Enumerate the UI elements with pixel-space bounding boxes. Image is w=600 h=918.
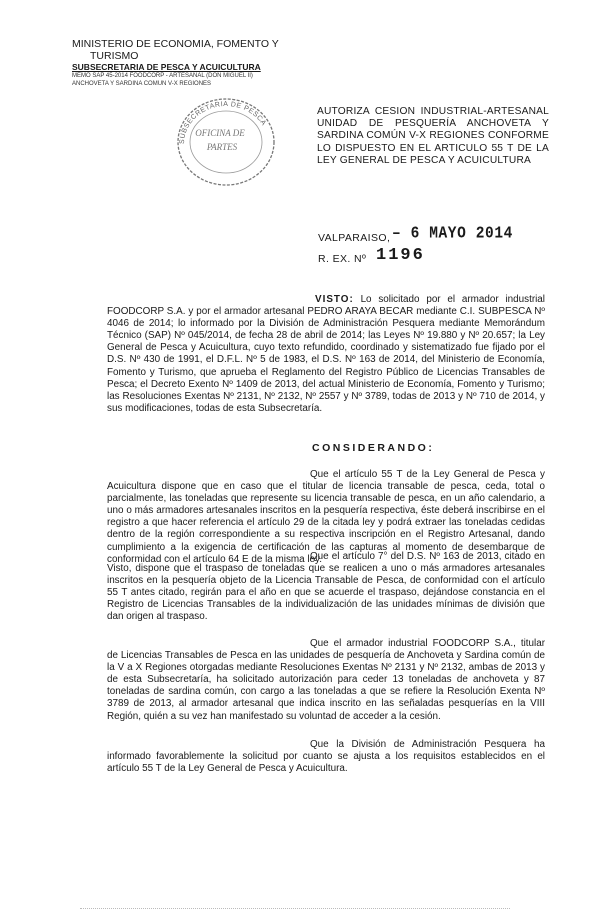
letterhead: [72, 38, 302, 88]
visto-label: VISTO:: [315, 294, 354, 305]
paragraph-text: Que el artículo 55 T de la Ley General de Pesca y Acuicultura dispone que en caso que el titular de licencia transable de pesca, ceda, total o parcialmente, las toneladas que represente su licencia transable de pesca, en un año calendario, a uno o más armadores artesanales inscritos en la pesquería respectiva, éste deberá inscribirse en el registro a que hacer referencia el artículo 29 de la citada ley y podrá extraer las toneladas cedidas dentro de la región correspondiente a su respectiva inscripción en el Registro Artesanal, dando cumplimiento a la exigencia de certificación de las capturas al momento de desembarque de conformidad con el artículo 64 E de la misma ley.: [107, 469, 545, 565]
considerando-paragraph-4: [107, 739, 545, 775]
considerando-paragraph-2: [107, 551, 545, 624]
ministry-name-line2: TURISMO: [90, 50, 139, 62]
visto-paragraph: [107, 294, 545, 415]
fishery-reference: ANCHOVETA Y SARDINA COMUN V-X REGIONES: [72, 81, 212, 87]
place-label: VALPARAISO,: [318, 232, 391, 244]
subsecretaria-name: SUBSECRETARIA DE PESCA Y ACUICULTURA: [72, 62, 261, 72]
ministry-name-line1: MINISTERIO DE ECONOMIA, FOMENTO Y: [72, 38, 279, 50]
stamp-inner-line1: OFICINA DE: [195, 128, 245, 138]
paragraph-text: Que la División de Administración Pesquera ha informado favorablemente la solicitud por cuanto se ajusta a los requisitos establecidos en el artículo 55 T de la Ley General de Pesca y Acuicultura.: [107, 739, 545, 775]
considerando-paragraph-3: [107, 638, 545, 723]
resolution-title: AUTORIZA CESION INDUSTRIAL-ARTESANAL UNIDAD DE PESQUERÍA ANCHOVETA Y SARDINA COMÚN V-X REGIONES CONFORME LO DISPUESTO EN EL ARTICULO 55 T DE LA LEY GENERAL DE PESCA Y ACUICULTURA: [317, 106, 549, 166]
paragraph-text: Que el armador industrial FOODCORP S.A., titular de Licencias Transables de Pesca en las unidades de pesquería de Anchoveta y Sardina común de la V a X Regiones otorgadas mediante Resoluciones Exentas Nº 2131 y Nº 2132, ambas de 2013 y de esta Subsecretaría, ha solicitado autorización para ceder 13 toneladas de anchoveta y 87 toneladas de sardina común, con cargo a las toneladas a que se refiere la Resolución Exenta Nº 3789 de 2013, al armador artesanal que indica inscrito en las señaladas pesquerías en la VIII Región, quién a su vez han manifestado su voluntad de acceder a la cesión.: [107, 638, 545, 722]
paragraph-text: Que el artículo 7° del D.S. Nº 163 de 2013, citado en Visto, dispone que el traspaso de toneladas que se realicen a uno o más armadores artesanales inscritos en la pesquería objeto de la Licencia Transable de Pesca, de conformidad con el artículo 55 T antes citado, regirán para el año en que se acuerde el traspaso, dejándose constancia en el Registro de Licencias Transables de la individualización de las unidades mínimas de división que dan origen al traspaso.: [107, 551, 545, 623]
stamp-ring-text: SUBSECRETARIA DE PESCA: [178, 100, 268, 145]
visto-text: Lo solicitado por el armador industrial FOODCORP S.A. y por el armador artesanal PEDRO ARAYA BECAR mediante C.I. SUBPESCA Nº 4046 de 2014; lo informado por la División de Administración Pesquera mediante Memorándum Técnico (SAP) Nº 045/2014, de fecha 28 de abril de 2014; las Leyes Nº 19.880 y Nº 20.657; la Ley General de Pesca y Acuicultura, cuyo texto refundido, coordinado y sistematizado fue fijado por el D.S. Nº 430 de 1991, el D.F.L. Nº 5 de 1983, el D.S. Nº 163 de 2014, del Ministerio de Economía, Fomento y Turismo, que aprueba el Reglamento del Registro Público de Licencias Transables de Pesca; el Decreto Exento Nº 1409 de 2013, del actual Ministerio de Economía, Fomento y Turismo; las Resoluciones Exentas Nº 2131, Nº 2132, Nº 2557 y Nº 3789, todas de 2013 y Nº 710 de 2014, y sus modificaciones, todas de esta Subsecretaría.: [107, 294, 545, 414]
resolution-date: – 6 MAYO 2014: [392, 224, 513, 244]
considerando-heading: CONSIDERANDO:: [312, 442, 435, 454]
resolution-number-label: R. EX. Nº: [318, 253, 367, 265]
stamp-inner-line2: PARTES: [206, 142, 238, 152]
office-stamp: [170, 92, 282, 190]
memo-reference: MEMO SAP 45-2014 FOODCORP - ARTESANAL (DON MIGUEL II): [72, 73, 253, 79]
page-bottom-margin: [80, 908, 510, 913]
resolution-number: 1196: [376, 246, 425, 265]
